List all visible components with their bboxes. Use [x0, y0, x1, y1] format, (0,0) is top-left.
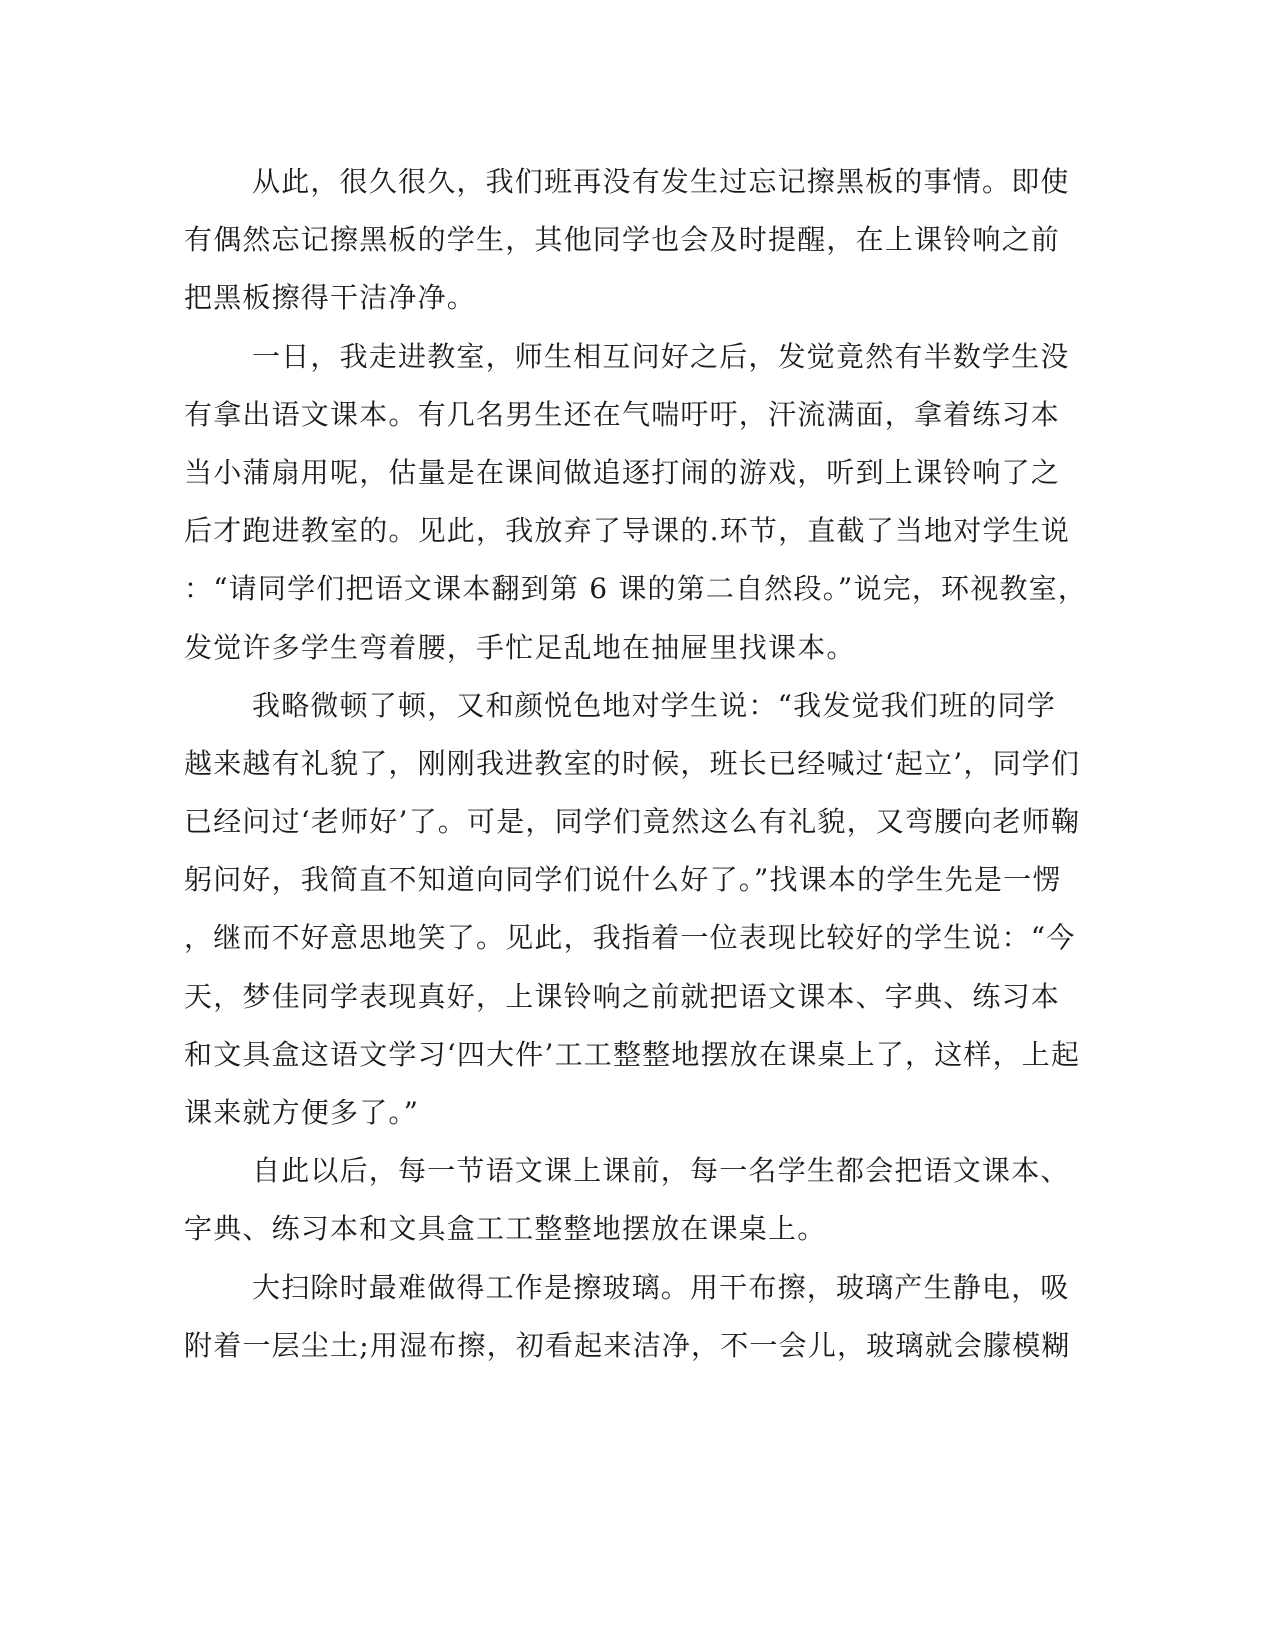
text-line: 发觉许多学生弯着腰，手忙足乱地在抽屉里找课本。: [184, 630, 856, 664]
paragraph-first-line: 一日，我走进教室，师生相互问好之后，发觉竟然有半数学生没: [252, 339, 1070, 373]
text-line: 有偶然忘记擦黑板的学生，其他同学也会及时提醒，在上课铃响之前: [184, 223, 1061, 257]
paragraph-first-line: 自此以后，每一节语文课上课前，每一名学生都会把语文课本、: [252, 1154, 1070, 1188]
paragraph-first-line: 大扫除时最难做得工作是擦玻璃。用干布擦，玻璃产生静电，吸: [252, 1270, 1070, 1304]
text-line: 附着一层尘土;用湿布擦，初看起来洁净，不一会儿，玻璃就会朦模糊: [184, 1328, 1071, 1362]
text-line: 越来越有礼貌了，刚刚我进教室的时候，班长已经喊过‘起立’，同学们: [184, 746, 1081, 780]
text-line: ，继而不好意思地笑了。见此，我指着一位表现比较好的学生说：“今: [184, 921, 1076, 955]
text-line: 后才跑进教室的。见此，我放弃了导课的.环节，直截了当地对学生说: [184, 514, 1071, 548]
text-line: 把黑板擦得干洁净净。: [184, 281, 477, 315]
text-line: ：“请同学们把语文课本翻到第 6 课的第二自然段。”说完，环视教室，: [184, 572, 1088, 606]
text-line: 已经问过‘老师好’了。可是，同学们竟然这么有礼貌，又弯腰向老师鞠: [184, 805, 1081, 839]
text-line: 和文具盒这语文学习‘四大件’工工整整地摆放在课桌上了，这样，上起: [184, 1037, 1081, 1071]
text-line: 有拿出语文课本。有几名男生还在气喘吁吁，汗流满面，拿着练习本: [184, 397, 1061, 431]
paragraph-first-line: 从此，很久很久，我们班再没有发生过忘记擦黑板的事情。即使: [252, 165, 1070, 198]
text-line: 躬问好，我简直不知道向同学们说什么好了。”找课本的学生先是一愣: [184, 863, 1062, 897]
text-line: 天，梦佳同学表现真好，上课铃响之前就把语文课本、字典、练习本: [184, 979, 1061, 1013]
body-text: [184, 158, 1088, 1380]
text-line: 当小蒲扇用呢，估量是在课间做追逐打闹的游戏，听到上课铃响了之: [184, 455, 1061, 489]
paragraph-first-line: 我略微顿了顿，又和颜悦色地对学生说：“我发觉我们班的同学: [252, 688, 1056, 722]
text-line: 字典、练习本和文具盒工工整整地摆放在课桌上。: [184, 1212, 827, 1246]
text-line: 课来就方便多了。”: [184, 1096, 420, 1129]
